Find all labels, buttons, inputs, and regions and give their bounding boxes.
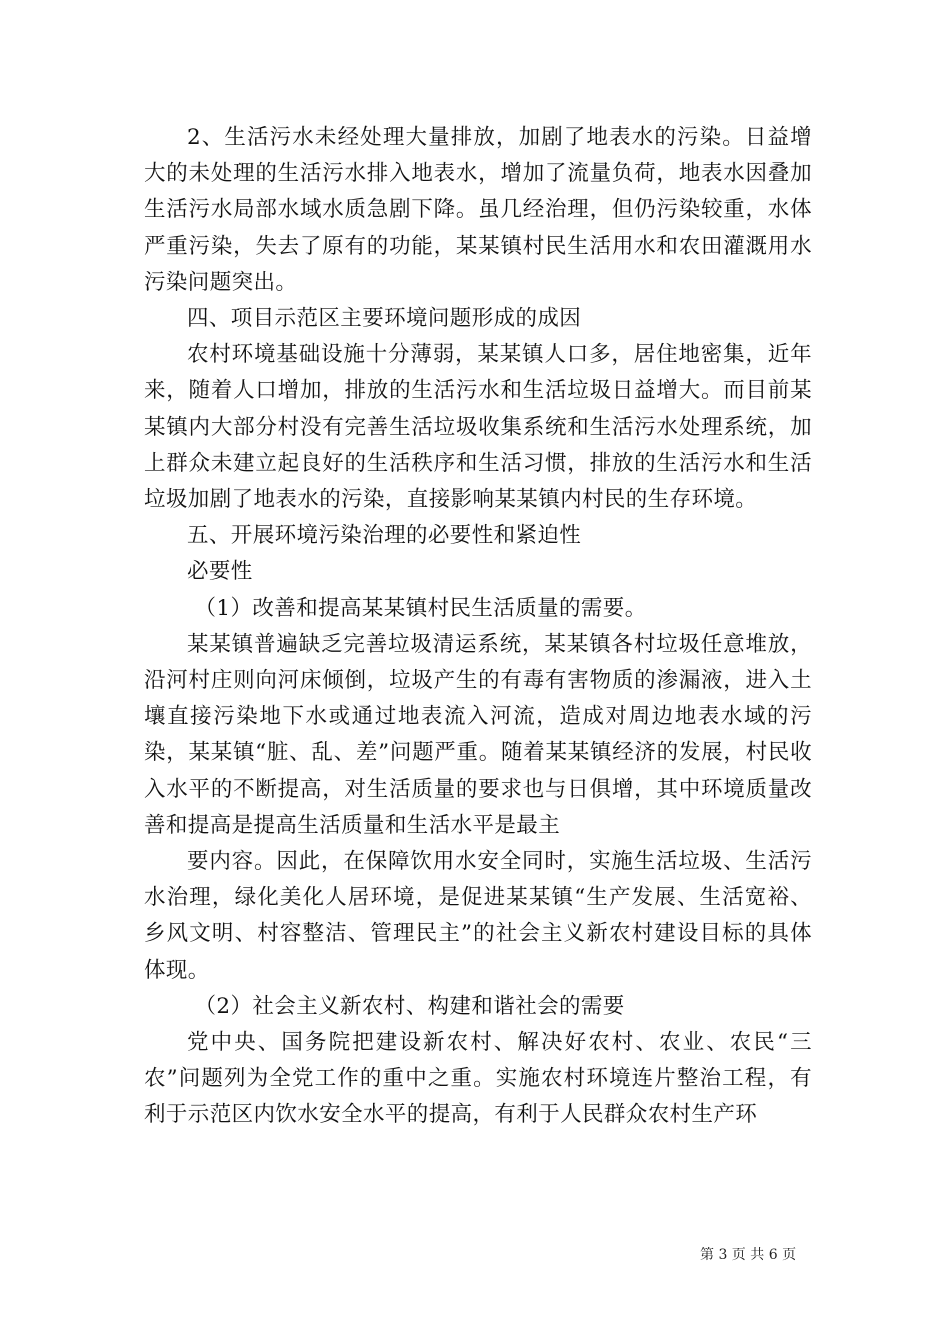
section-heading-causes: 四、项目示范区主要环境问题形成的成因 <box>187 306 582 332</box>
paragraph-infrastructure: 农村环境基础设施十分薄弱，某某镇人口多，居住地密集，近年来，随着人口增加，排放的生活污水和生活垃圾日益增大。而目前某某镇内大部分村没有完善生活垃圾收集系统和生活污水处理系统，加上群众未建立起良好的生活秩序和生活习惯，排放的生活污水和生活垃圾加剧了地表水的污染，直接影响某某镇内村民的生存环境。 <box>144 342 812 513</box>
document-body <box>144 120 812 1134</box>
subheading-item-1: （1）改善和提高某某镇村民生活质量的需要。 <box>194 595 647 621</box>
page-number: 第 3 页 共 6 页 <box>700 1247 797 1263</box>
paragraph-garbage-problem: 某某镇普遍缺乏完善垃圾清运系统，某某镇各村垃圾任意堆放，沿河村庄则向河床倾倒，垃圾产生的有毒有害物质的渗漏液，进入土壤直接污染地下水或通过地表流入河流，造成对周边地表水域的污染，某某镇“脏、乱、差”问题严重。随着某某镇经济的发展，村民收入水平的不断提高，对生活质量的要求也与日俱增，其中环境质量改善和提高是提高生活质量和生活水平是最主 <box>144 631 812 838</box>
paragraph-main-content: 要内容。因此，在保障饮用水安全同时，实施生活垃圾、生活污水治理，绿化美化人居环境，是促进某某镇“生产发展、生活宽裕、乡风文明、村容整洁、管理民主”的社会主义新农村建设目标的具体体现。 <box>144 849 812 983</box>
subheading-necessity: 必要性 <box>187 559 253 585</box>
paragraph-new-countryside: 党中央、国务院把建设新农村、解决好农村、农业、农民“三农”问题列为全党工作的重中之重。实施农村环境连片整治工程，有利于示范区内饮水安全水平的提高，有利于人民群众农村生产环 <box>144 1030 812 1128</box>
subheading-item-2: （2）社会主义新农村、构建和谐社会的需要 <box>194 993 625 1019</box>
paragraph-sewage-discharge: 2、生活污水未经处理大量排放，加剧了地表水的污染。日益增大的未处理的生活污水排入地表水，增加了流量负荷，地表水因叠加生活污水局部水域水质急剧下降。虽几经治理，但仍污染较重，水体严重污染，失去了原有的功能，某某镇村民生活用水和农田灌溉用水污染问题突出。 <box>144 125 812 295</box>
section-heading-necessity-urgency: 五、开展环境污染治理的必要性和紧迫性 <box>187 523 582 549</box>
